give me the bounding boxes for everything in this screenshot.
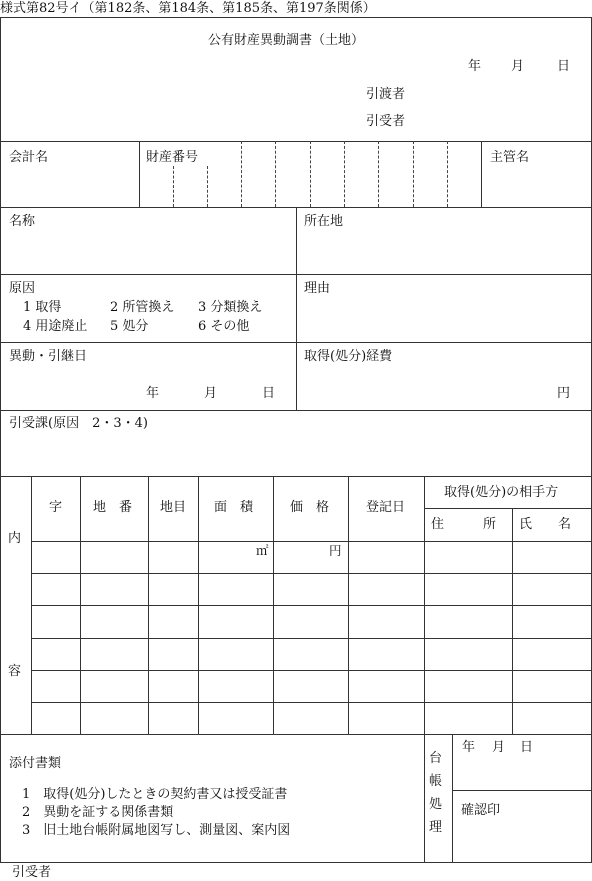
cause-label: 原因 xyxy=(9,281,36,296)
attachment-item-3: 3 旧土地台帳附属地図写し、測量図、案内図 xyxy=(22,823,291,838)
cause-option-acquisition: 1 取得 xyxy=(23,300,62,315)
ledger-date-month: 月 xyxy=(492,740,506,755)
transfer-date-label: 異動・引継日 xyxy=(9,349,88,364)
ledger-processing-char-1: 台 xyxy=(429,751,443,766)
cost-unit: 円 xyxy=(557,386,571,401)
confirmation-seal-label: 確認印 xyxy=(461,803,501,818)
recipient-label: 引受者 xyxy=(366,114,406,129)
contents-side-label-top: 内 xyxy=(8,531,22,546)
transfer-date-day: 日 xyxy=(262,386,276,401)
cause-option-jurisdiction-change: 2 所管換え xyxy=(110,300,175,315)
location-label: 所在地 xyxy=(304,214,344,229)
document-title: 公有財産異動調書（土地） xyxy=(208,33,365,48)
attachment-item-1: 1 取得(処分)したときの契約書又は授受証書 xyxy=(22,787,288,802)
price-unit: 円 xyxy=(329,543,342,558)
ledger-processing-char-4: 理 xyxy=(429,820,443,835)
header-registration-date: 登記日 xyxy=(366,500,406,515)
receiving-section-label: 引受課(原因 2・3・4) xyxy=(9,416,148,431)
header-land-category: 地目 xyxy=(160,500,187,515)
footer-recipient-label: 引受者 xyxy=(12,865,52,880)
area-unit: ㎡ xyxy=(256,543,269,558)
name-label: 名称 xyxy=(9,214,36,229)
ledger-date-day: 日 xyxy=(520,740,534,755)
accounting-name-label: 会計名 xyxy=(9,150,49,165)
header-area: 面 積 xyxy=(214,500,254,515)
contents-side-label-bottom: 容 xyxy=(8,664,22,679)
department-label: 主管名 xyxy=(490,150,530,165)
header-date-month: 月 xyxy=(511,59,525,74)
ledger-date-year: 年 xyxy=(462,740,476,755)
ledger-processing-char-2: 帳 xyxy=(429,774,443,789)
header-counterparty: 取得(処分)の相手方 xyxy=(444,485,559,500)
header-counterparty-name: 氏 名 xyxy=(519,517,572,532)
header-date-day: 日 xyxy=(557,59,571,74)
header-lot-number: 地 番 xyxy=(93,500,133,515)
attachments-label: 添付書類 xyxy=(9,756,62,771)
transfer-date-month: 月 xyxy=(204,386,218,401)
header-aza: 字 xyxy=(49,500,63,515)
header-price: 価 格 xyxy=(290,500,330,515)
header-date-year: 年 xyxy=(468,59,482,74)
transferor-label: 引渡者 xyxy=(366,87,406,102)
property-number-label: 財産番号 xyxy=(146,150,199,165)
ledger-processing-char-3: 処 xyxy=(429,797,443,812)
cost-label: 取得(処分)経費 xyxy=(304,349,393,364)
transfer-date-year: 年 xyxy=(146,386,160,401)
attachment-item-2: 2 異動を証する関係書類 xyxy=(22,805,174,820)
header-counterparty-address: 住 所 xyxy=(431,517,497,532)
cause-option-other: 6 その他 xyxy=(198,319,250,334)
cause-option-abolition: 4 用途廃止 xyxy=(23,319,88,334)
cause-option-disposal: 5 処分 xyxy=(110,319,149,334)
cause-option-classification-change: 3 分類換え xyxy=(198,300,263,315)
reason-label: 理由 xyxy=(304,281,331,296)
form-number: 様式第82号イ（第182条、第184条、第185条、第197条関係） xyxy=(0,1,376,16)
